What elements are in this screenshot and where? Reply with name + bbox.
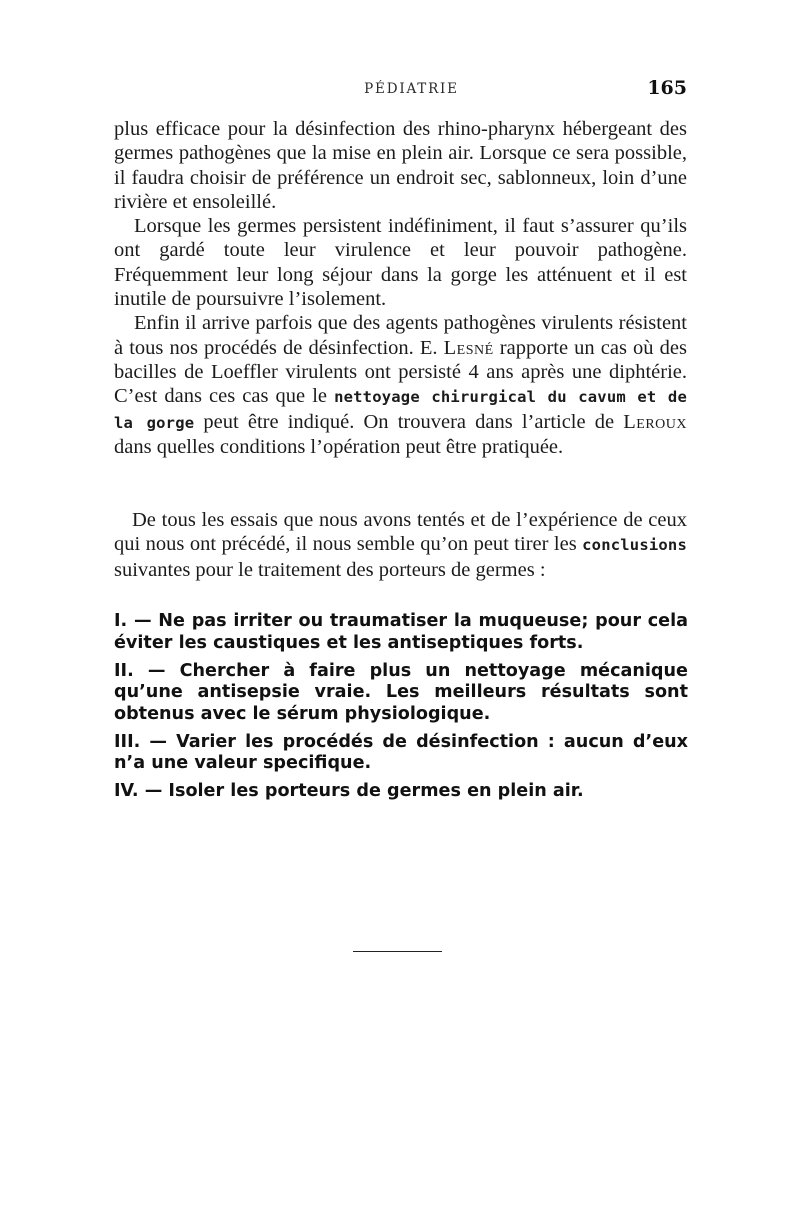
running-title: PÉDIATRIE (364, 81, 459, 97)
page-number: 165 (647, 77, 687, 99)
author-lesne: Lesné (443, 336, 494, 359)
conclusion-item: III. — Varier les procédés de désinfection : aucun d’eux n’a une valeur specifique. (114, 731, 688, 773)
conclusion-item: II. — Chercher à faire plus un nettoyage mécanique qu’une antisepsie vraie. Les meilleurs résultats sont obtenus avec le sérum physiologique. (114, 660, 688, 724)
running-head (114, 78, 687, 102)
emphasis-conclusions: conclusions (582, 536, 687, 555)
body-text (114, 117, 687, 459)
paragraph-3-part-a: Enfin il arrive parfois que des agents pathogènes virulents résistent à tous nos procédés de désinfection. E. (114, 312, 687, 359)
paragraph-3-part-c: peut être indiqué. On trouvera dans l’article de (194, 410, 624, 433)
conclusions-intro (114, 508, 687, 582)
conclusions-list (114, 611, 688, 809)
author-leroux: Leroux (623, 410, 687, 433)
intro-paragraph (114, 508, 687, 582)
intro-part-a: De tous les essais que nous avons tentés et de l’expérience de ceux qui nous ont précédé, il nous semble qu’on peut tirer les (114, 509, 687, 556)
conclusion-item: I. — Ne pas irriter ou traumatiser la muqueuse; pour cela éviter les caustiques et les antiseptiques forts. (114, 611, 688, 653)
paragraph-2: Lorsque les germes persistent indéfiniment, il faut s’assurer qu’ils ont gardé toute leur virulence et leur pouvoir pathogène. Fréquemment leur long séjour dans la gorge les atténuent et il est inutile de poursuivre l’isolement. (114, 215, 687, 311)
paragraph-3 (114, 311, 687, 459)
intro-part-b: suivantes pour le traitement des porteurs de germes : (114, 558, 546, 581)
emphasis-nettoyage: nettoyage chirurgical du cavum et de la gorge (114, 388, 687, 432)
section-end-rule (353, 951, 442, 952)
conclusion-item: IV. — Isoler les porteurs de germes en plein air. (114, 781, 584, 801)
paragraph-1: plus efficace pour la désinfection des rhino-pharynx hébergeant des germes pathogènes que la mise en plein air. Lorsque ce sera possible, il faudra choisir de préférence un endroit sec, sablonneux, loin d’une rivière et ensoleillé. (114, 118, 687, 213)
paragraph-3-part-b: rapporte un cas où des bacilles de Loeffler virulents ont persisté 4 ans après une diphtérie. C’est dans ces cas que le (114, 336, 687, 408)
paragraph-3-part-d: dans quelles conditions l’opération peut être pratiquée. (114, 435, 564, 458)
